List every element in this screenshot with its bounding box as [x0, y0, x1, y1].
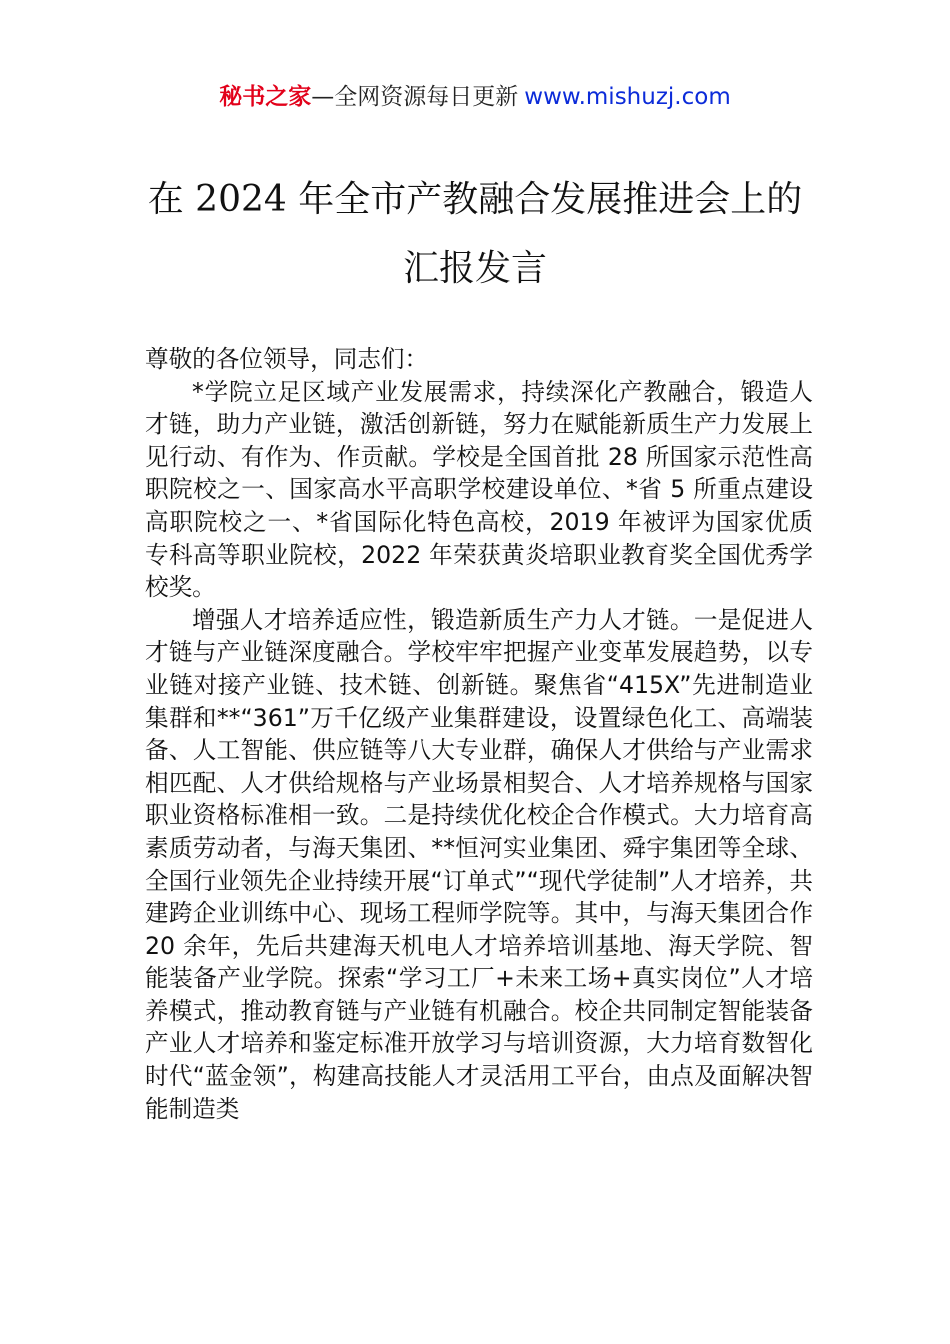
body-paragraph-2: 增强人才培养适应性，锻造新质生产力人才链。一是促进人才链与产业链深度融合。学校牢牢把握产业变革发展趋势，以专业链对接产业链、技术链、创新链。聚焦省“415X”先进制造业集群和**“361”万千亿级产业集群建设，设置绿色化工、高端装备、人工智能、供应链等八大专业群，确保人才供给与产业需求相匹配、人才供给规格与产业场景相契合、人才培养规格与国家职业资格标准相一致。二是持续优化校企合作模式。大力培育高素质劳动者，与海天集团、**恒河实业集团、舜宇集团等全球、全国行业领先企业持续开展“订单式”“现代学徒制”人才培养，共建跨企业训练中心、现场工程师学院等。其中，与海天集团合作 20 余年，先后共建海天机电人才培养培训基地、海天学院、智能装备产业学院。探索“学习工厂+未来工场+真实岗位”人才培养模式，推动教育链与产业链有机融合。校企共同制定智能装备产业人才培养和鉴定标准开放学习与培训资源，大力培育数智化时代“蓝金领”，构建高技能人才灵活用工平台，由点及面解决智能制造类 — [145, 605, 813, 1123]
document-body — [145, 343, 813, 1125]
site-header — [0, 80, 950, 114]
salutation: 尊敬的各位领导，同志们： — [145, 345, 429, 373]
site-tagline: —全网资源每日更新 — [311, 84, 519, 110]
body-paragraph-1: *学院立足区域产业发展需求，持续深化产教融合，锻造人才链，助力产业链，激活创新链，努力在赋能新质生产力发展上见行动、有作为、作贡献。学校是全国首批 28 所国家示范性高职院校之一、国家高水平高职学校建设单位、*省 5 所重点建设高职院校之一、*省国际化特色高校，2019 年被评为国家优质专科高等职业院校，2022 年荣获黄炎培职业教育奖全国优秀学校奖。 — [145, 377, 813, 602]
document-title-line-1: 在 2024 年全市产教融合发展推进会上的 — [147, 179, 803, 220]
document-title-line-2: 汇报发言 — [402, 248, 547, 289]
site-brand: 秘书之家 — [219, 84, 312, 110]
site-url-link[interactable]: www.mishuzj.com — [524, 84, 731, 110]
